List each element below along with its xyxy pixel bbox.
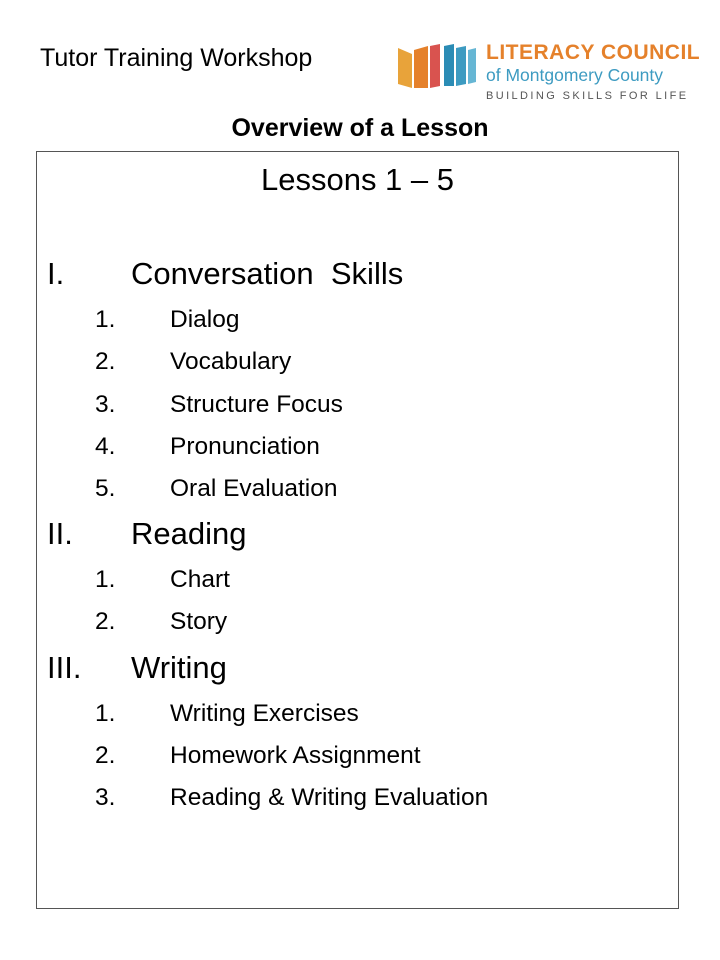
list-item	[95, 348, 291, 376]
item-label: Writing Exercises	[170, 700, 359, 727]
item-label: Oral Evaluation	[170, 475, 338, 502]
item-number: 1.	[95, 700, 116, 727]
list-item	[95, 433, 320, 461]
item-label: Homework Assignment	[170, 742, 421, 769]
literacy-council-logo	[398, 40, 701, 106]
item-label: Chart	[170, 566, 230, 593]
item-label: Dialog	[170, 306, 240, 333]
logo-tagline: BUILDING SKILLS FOR LIFE	[486, 90, 689, 102]
logo-line-1: LITERACY COUNCIL	[486, 41, 701, 64]
item-number: 1.	[95, 306, 116, 333]
item-number: 1.	[95, 566, 116, 593]
section-label: Reading	[131, 516, 247, 551]
list-item	[95, 306, 239, 334]
item-number: 4.	[95, 433, 116, 460]
section-reading	[47, 516, 246, 552]
page-subtitle: Overview of a Lesson	[231, 114, 489, 142]
item-label: Vocabulary	[170, 348, 292, 375]
item-label: Story	[170, 608, 228, 635]
section-number: I.	[47, 256, 65, 291]
list-item	[95, 475, 338, 503]
lesson-outline-box	[36, 151, 679, 909]
item-number: 2.	[95, 742, 116, 769]
item-number: 2.	[95, 348, 116, 375]
item-number: 5.	[95, 475, 116, 502]
item-number: 2.	[95, 608, 116, 635]
list-item	[95, 391, 343, 419]
book-stripes-icon	[398, 40, 482, 90]
box-title: Lessons 1 – 5	[260, 162, 455, 197]
logo-line-2: of Montgomery County	[486, 65, 664, 85]
item-label: Structure Focus	[170, 391, 343, 418]
section-number: III.	[47, 650, 82, 685]
list-item	[95, 784, 488, 812]
section-label: Conversation Skills	[131, 256, 404, 291]
section-label: Writing	[131, 650, 227, 685]
section-number: II.	[47, 516, 73, 551]
workshop-title: Tutor Training Workshop	[40, 44, 313, 72]
item-label: Reading & Writing Evaluation	[170, 784, 489, 811]
item-number: 3.	[95, 784, 116, 811]
item-label: Pronunciation	[170, 433, 320, 460]
section-writing	[47, 650, 227, 686]
list-item	[95, 700, 359, 728]
item-number: 3.	[95, 391, 116, 418]
list-item	[95, 566, 230, 594]
list-item	[95, 608, 227, 636]
section-conversation-skills	[47, 256, 403, 292]
list-item	[95, 742, 421, 770]
